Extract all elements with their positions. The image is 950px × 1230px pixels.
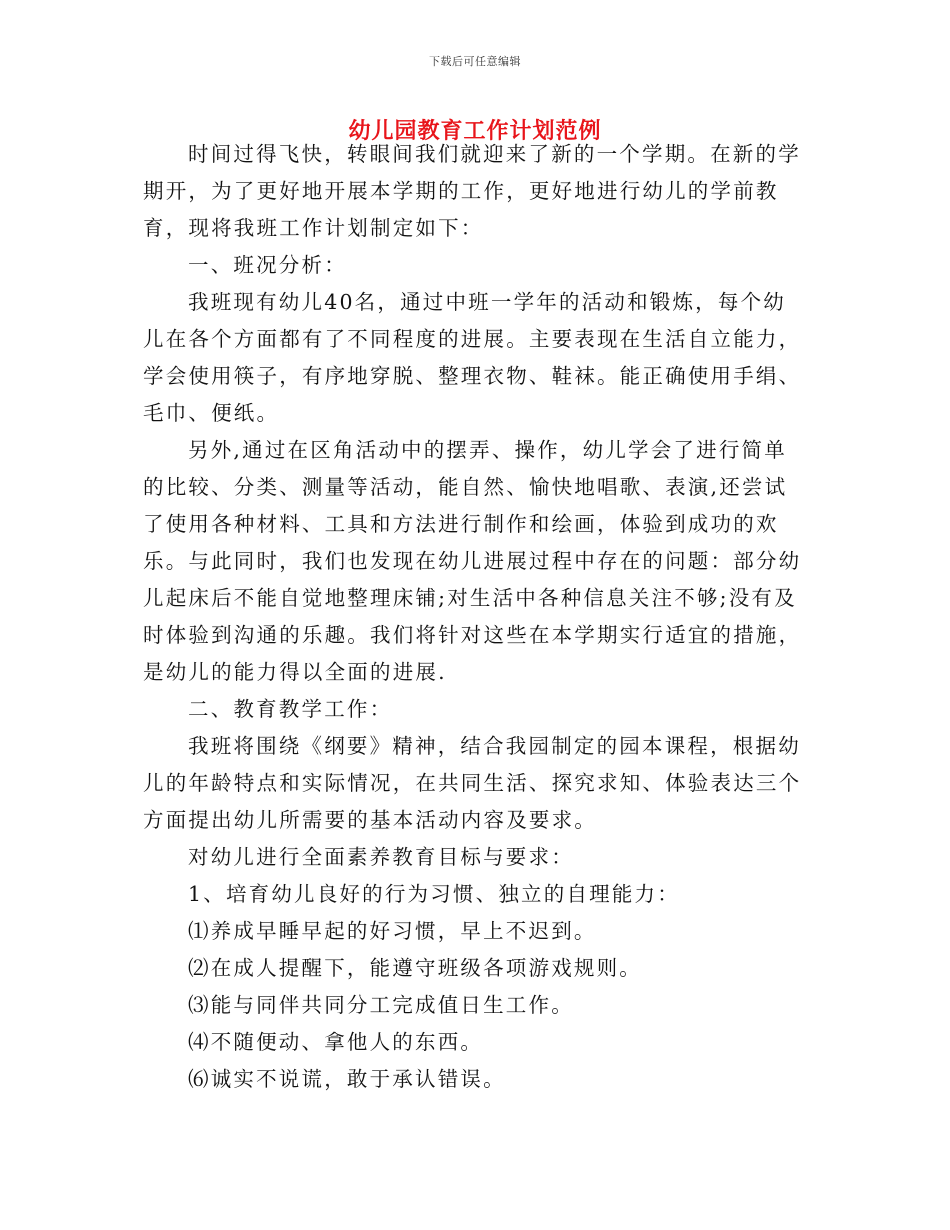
header-note: 下载后可任意编辑 <box>429 55 521 68</box>
section-heading-class-analysis: 一、班况分析： <box>188 253 347 277</box>
paragraph-class-status: 我班现有幼儿40名，通过中班一学年的活动和锻炼，每个幼儿在各个方面都有了不同程度的进展。主要表现在生活自立能力，学会使用筷子，有序地穿脱、整理衣物、鞋袜。能正确使用手绢、毛巾、便纸。 <box>143 290 802 425</box>
list-item: ⑹诚实不说谎，敢于承认错误。 <box>188 1067 506 1091</box>
section-heading-teaching: 二、教育教学工作： <box>188 697 393 721</box>
paragraph-issues: 另外,通过在区角活动中的摆弄、操作，幼儿学会了进行简单的比较、分类、测量等活动，能自然、愉快地唱歌、表演,还尝试了使用各种材料、工具和方法进行制作和绘画，体验到成功的欢乐。与此同时，我们也发现在幼儿进展过程中存在的问题：部分幼儿起床后不能自觉地整理床铺;对生活中各种信息关注不够;没有及时体验到沟通的乐趣。我们将针对这些在本学期实行适宜的措施，是幼儿的能力得以全面的进展. <box>143 438 802 684</box>
paragraph-goals-heading: 对幼儿进行全面素养教育目标与要求： <box>188 845 574 869</box>
list-item: ⑵在成人提醒下，能遵守班级各项游戏规则。 <box>188 956 642 980</box>
list-item: ⑴养成早睡早起的好习惯，早上不迟到。 <box>188 919 597 943</box>
paragraph-intro: 时间过得飞快，转眼间我们就迎来了新的一个学期。在新的学期开，为了更好地开展本学期的工作，更好地进行幼儿的学前教育，现将我班工作计划制定如下： <box>143 142 801 240</box>
document-body <box>143 136 807 1098</box>
document-title: 幼儿园教育工作计划范例 <box>348 118 602 144</box>
paragraph-teaching-plan: 我班将围绕《纲要》精神，结合我园制定的园本课程，根据幼儿的年龄特点和实际情况，在共同生活、探究求知、体验表达三个方面提出幼儿所需要的基本活动内容及要求。 <box>143 734 802 832</box>
list-item: ⑷不随便动、拿他人的东西。 <box>188 1030 484 1054</box>
list-item: ⑶能与同伴共同分工完成值日生工作。 <box>188 993 574 1017</box>
list-heading-habits: 1、培育幼儿良好的行为习惯、独立的自理能力： <box>188 882 680 906</box>
